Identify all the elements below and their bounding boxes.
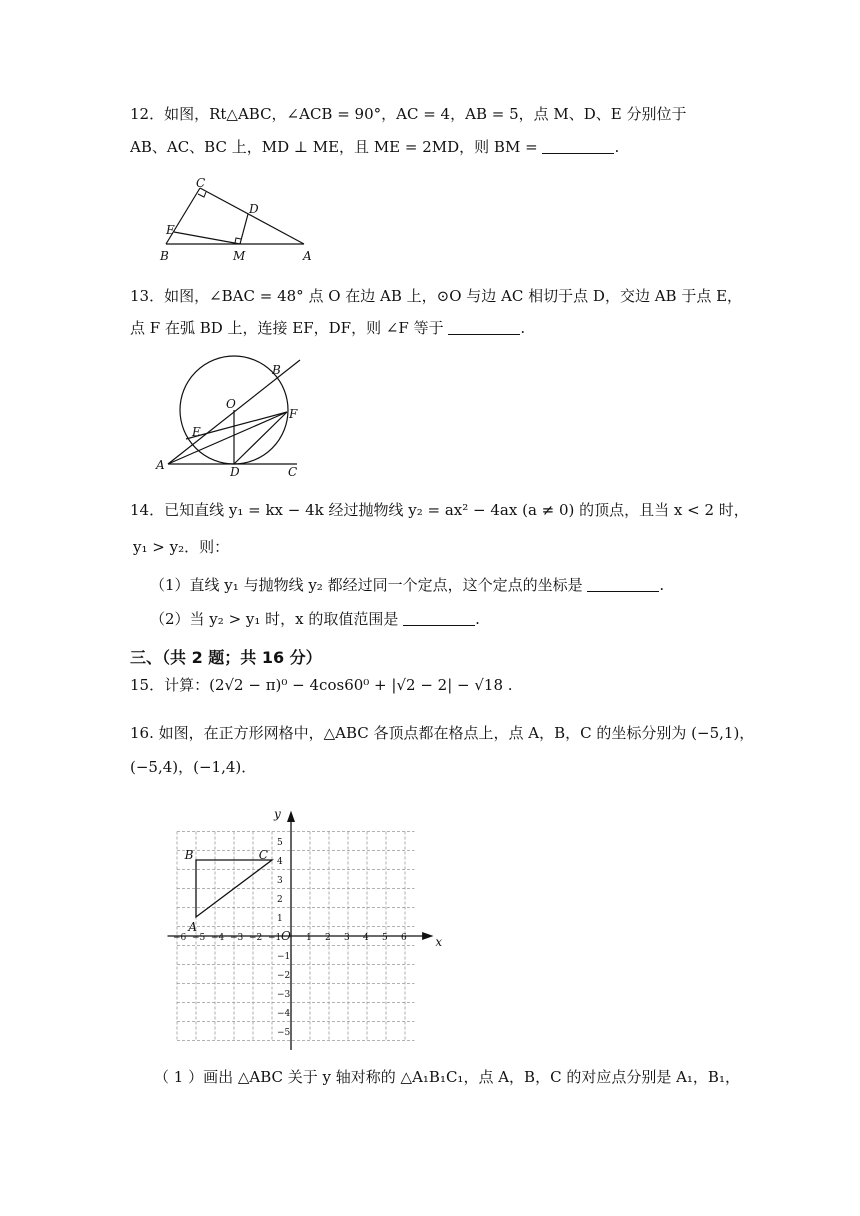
x-tick-label: 3: [344, 933, 350, 943]
q14-answer-blank-1[interactable]: [587, 577, 659, 592]
q14-part2-end: .: [475, 610, 480, 628]
point-label-b: B: [184, 848, 194, 862]
q14-part1-end: .: [659, 576, 665, 594]
y-tick-label: −5: [277, 1028, 291, 1038]
x-tick-label: 4: [363, 933, 369, 943]
q13-label-a: A: [156, 458, 165, 472]
q15-line: 15．计算：(2√2 − π)⁰ − 4cos60⁰ + |√2 − 2| − √18 .: [130, 676, 513, 694]
q12-line2-end: .: [614, 138, 620, 156]
q16-part1: （ 1 ）画出 △ABC 关于 y 轴对称的 △A₁B₁C₁，点 A，B，C 的对应点分别是 A₁，B₁，: [154, 1068, 740, 1086]
q12-label-b: B: [160, 249, 169, 263]
q12-line1: 12．如图，Rt△ABC，∠ACB = 90°，AC = 4，AB = 5，点 M、D、E 分别位于: [130, 105, 687, 123]
y-axis-label: y: [274, 807, 281, 822]
x-tick-label: 2: [325, 933, 331, 943]
x-tick-label: −2: [249, 933, 263, 943]
q13-line2-text: 点 F 在弧 BD 上，连接 EF，DF，则 ∠F 等于: [130, 319, 444, 337]
q12-answer-blank[interactable]: [542, 139, 614, 154]
q13-label-b: B: [272, 363, 281, 377]
q13-figure: [152, 354, 312, 480]
q13-label-o: O: [226, 397, 236, 411]
x-tick-label: 6: [401, 933, 407, 943]
q13-answer-blank[interactable]: [448, 320, 520, 335]
y-tick-label: 2: [277, 895, 283, 905]
x-tick-label: −5: [192, 933, 206, 943]
q14-part2-text: （2）当 y₂ > y₁ 时，x 的取值范围是: [150, 610, 399, 628]
q12-line2: [130, 137, 619, 157]
y-tick-label: −2: [277, 971, 291, 981]
x-tick-label: 5: [382, 933, 388, 943]
y-axis-arrow: [287, 811, 295, 822]
q16-line2: (−5,4)，(−1,4)．: [130, 758, 257, 776]
q14-line1: 14．已知直线 y₁ = kx − 4k 经过抛物线 y₂ = ax² − 4ax (a ≠ 0) 的顶点，且当 x < 2 时，: [130, 501, 749, 519]
x-tick-label: 1: [306, 933, 312, 943]
q13-label-f: F: [289, 407, 298, 421]
q14-part1: [150, 575, 664, 595]
q13-line1: 13．如图，∠BAC = 48° 点 O 在边 AB 上，⊙O 与边 AC 相切于点 D，交边 AB 于点 E，: [130, 287, 743, 305]
q12-label-c: C: [196, 176, 206, 190]
q13-line2: [130, 318, 525, 338]
section3-heading: 三、（共 2 题；共 16 分）: [130, 648, 322, 667]
y-tick-label: 5: [277, 838, 283, 848]
q12-figure: [160, 176, 320, 268]
y-tick-label: 4: [277, 857, 283, 867]
x-axis-label: x: [435, 935, 443, 949]
q14-part2: [150, 609, 480, 629]
x-tick-label: −3: [230, 933, 244, 943]
q16-coordinate-grid: [158, 800, 443, 1045]
q14-part1-text: （1）直线 y₁ 与抛物线 y₂ 都经过同一个定点，这个定点的坐标是: [150, 576, 583, 594]
q12-line2-text: AB、AC、BC 上，MD ⊥ ME，且 ME = 2MD，则 BM =: [130, 138, 538, 156]
q13-label-d: D: [230, 465, 240, 479]
q13-label-e: E: [192, 425, 201, 439]
y-tick-label: 1: [277, 914, 283, 924]
q12-label-d: D: [249, 202, 259, 216]
q12-label-a: A: [303, 249, 312, 263]
y-tick-label: −3: [277, 990, 291, 1000]
x-tick-label: −4: [211, 933, 225, 943]
x-axis-arrow: [422, 932, 433, 940]
q14-line2: y₁ > y₂．则：: [133, 538, 230, 556]
q12-label-m: M: [233, 249, 246, 263]
q16-line1: 16. 如图，在正方形网格中，△ABC 各顶点都在格点上，点 A，B，C 的坐标分别为 (−5,1)，: [130, 724, 755, 742]
y-tick-label: −4: [277, 1009, 291, 1019]
q14-answer-blank-2[interactable]: [403, 611, 475, 626]
q13-label-c: C: [288, 465, 298, 479]
q13-line2-end: .: [520, 319, 526, 337]
x-tick-label: −1: [268, 933, 282, 943]
origin-label: O: [281, 929, 291, 943]
y-tick-label: 3: [277, 876, 283, 886]
q12-label-e: E: [166, 223, 175, 237]
y-tick-label: −1: [277, 952, 291, 962]
point-label-a: A: [188, 920, 198, 934]
point-label-c: C: [258, 848, 268, 862]
x-tick-label: −6: [173, 933, 187, 943]
